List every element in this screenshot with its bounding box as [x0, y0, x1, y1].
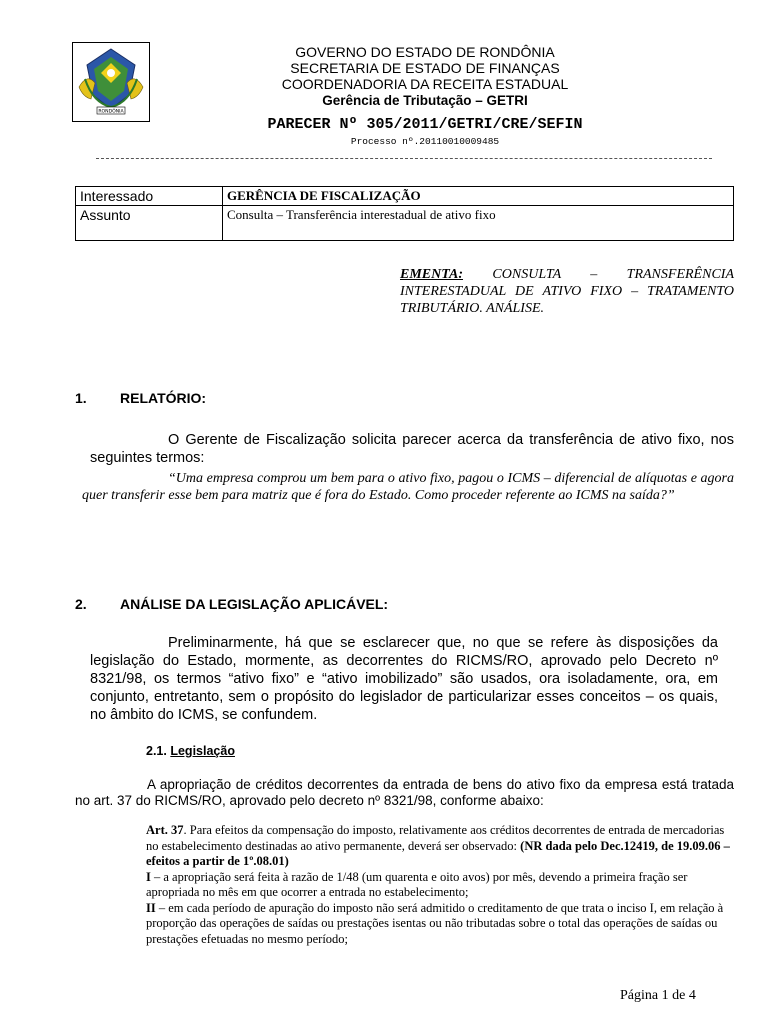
section-2-paragraph	[90, 634, 718, 724]
info-value-assunto: Consulta – Transferência interestadual de ativo fixo	[223, 206, 734, 241]
article-item-2-label: II	[146, 900, 156, 915]
article-item-1-label: I	[146, 869, 151, 884]
section-1-title: RELATÓRIO:	[120, 390, 207, 406]
section-1-quote: “Uma empresa comprou um bem para o ativo fixo, pagou o ICMS – diferencial de alíquotas e agora quer transferir esse bem para matriz que é fora do Estado. Como proceder referente ao ICMS na saída?”	[82, 471, 734, 503]
page-number: Página 1 de 4	[620, 988, 696, 1003]
table-row	[76, 206, 734, 241]
header-line-department: Gerência de Tributação – GETRI	[322, 93, 528, 108]
process-number: Processo nº.20110010009485	[350, 136, 500, 147]
coat-of-arms-icon	[73, 43, 149, 121]
section-1-paragraph	[90, 431, 734, 467]
section-2-title: ANÁLISE DA LEGISLAÇÃO APLICÁVEL:	[120, 596, 389, 612]
subsection-number: 2.1.	[146, 744, 167, 758]
article-37-body: . Para efeitos da compensação do imposto, relativamente aos créditos decorrentes de entrada de mercadorias no estabelecimento destinadas ao ativo permanente, deverá ser observado:	[146, 823, 725, 853]
info-label-interessado: Interessado	[76, 187, 223, 206]
article-37-note: (NR dada pelo Dec.12419, de 19.09.06 – efeitos a partir de 1º.08.01)	[146, 838, 730, 868]
article-item-1-text: – a apropriação será feita à razão de 1/48 (um quarenta e oito avos) por mês, devendo a primeira fração ser apropriada no mês em que ocorrer a entrada no estabelecimento;	[146, 869, 688, 899]
info-label-assunto: Assunto	[76, 206, 223, 241]
info-table	[75, 186, 734, 241]
subsection-heading	[146, 744, 235, 758]
subsection-paragraph-text: A apropriação de créditos decorrentes da entrada de bens do ativo fixo da empresa está tratada no art. 37 do RICMS/RO, aprovado pelo decreto nº 8321/98, conforme abaixo:	[75, 777, 734, 808]
svg-text:RONDÔNIA: RONDÔNIA	[98, 109, 124, 115]
ementa-label: EMENTA:	[400, 267, 464, 282]
table-row	[76, 187, 734, 206]
article-item-2-text: – em cada período de apuração do imposto não será admitido o creditamento de que trata o inciso I, em relação à proporção das operações de saídas ou prestações isentas ou não tributadas sobre o total das operações de saídas ou prestações efetuadas no mesmo período;	[146, 900, 724, 946]
document-title: PARECER Nº 305/2011/GETRI/CRE/SEFIN	[267, 116, 583, 133]
section-2-paragraph-text: Preliminarmente, há que se esclarecer que, no que se refere às disposições da legislação do Estado, mormente, as decorrentes do RICMS/RO, aprovado pelo Decreto nº 8321/98, os termos “ativo fixo” e “ativo imobilizado” são usados, ora isoladamente, ora, em conjunto, entretanto, sem o propósito do legislador de particularizar esses conceitos – os quais, no âmbito do ICMS, se confundem.	[90, 635, 718, 723]
subsection-paragraph	[75, 777, 734, 809]
section-1-paragraph-text: O Gerente de Fiscalização solicita parecer acerca da transferência de ativo fixo, nos seguintes termos:	[90, 432, 734, 466]
info-value-interessado: GERÊNCIA DE FISCALIZAÇÃO	[223, 187, 734, 206]
rondonia-coat-of-arms-logo	[72, 42, 150, 122]
article-item-2	[146, 901, 734, 948]
article-37-label: Art. 37	[146, 823, 184, 837]
header-line-government: GOVERNO DO ESTADO DE RONDÔNIA	[295, 44, 555, 60]
article-37-text	[146, 823, 734, 870]
article-37-block	[146, 823, 734, 947]
header-divider	[96, 158, 712, 159]
ementa-block	[400, 266, 734, 317]
section-2-number: 2.	[75, 596, 87, 612]
article-item-1	[146, 870, 734, 901]
header-line-secretariat: SECRETARIA DE ESTADO DE FINANÇAS	[290, 60, 560, 76]
ementa-text: CONSULTA – TRANSFERÊNCIA INTERESTADUAL DE ATIVO FIXO – TRATAMENTO TRIBUTÁRIO. ANÁLISE.	[400, 267, 734, 316]
section-1-number: 1.	[75, 390, 87, 406]
subsection-title: Legislação	[170, 744, 235, 758]
header-line-coordination: COORDENADORIA DA RECEITA ESTADUAL	[281, 76, 569, 92]
